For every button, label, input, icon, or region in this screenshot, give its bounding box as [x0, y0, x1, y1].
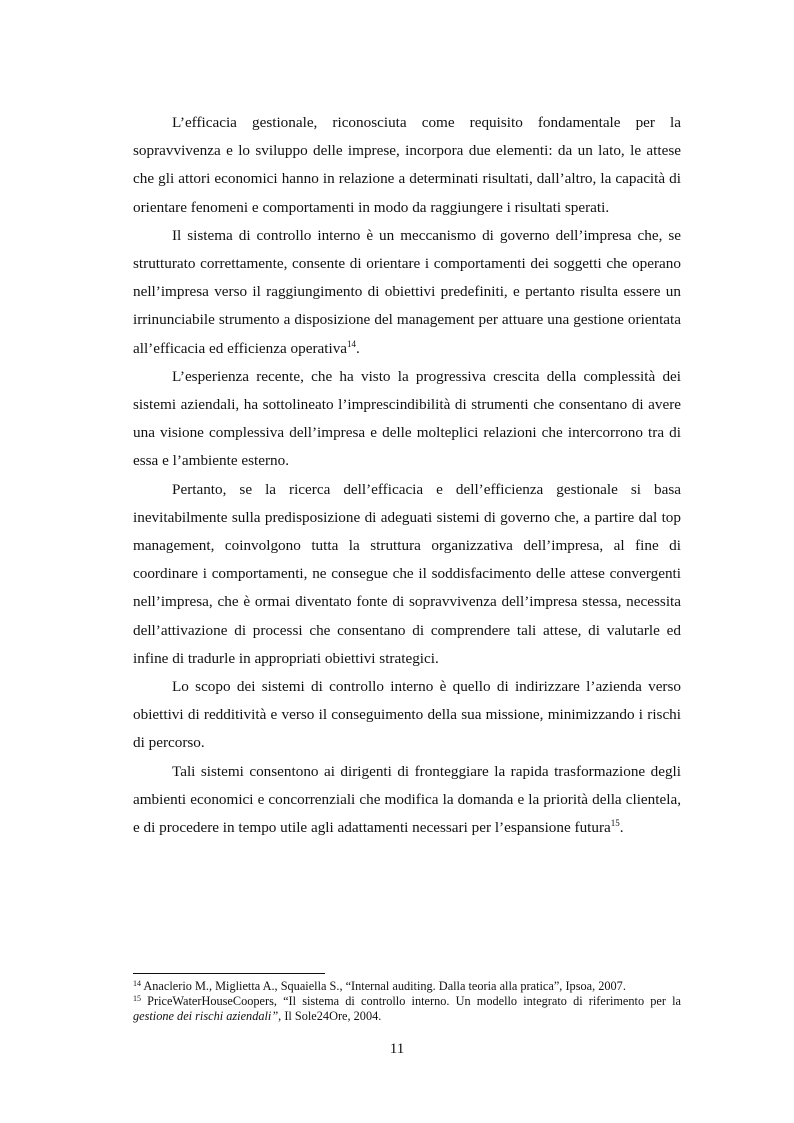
footnote-text: PriceWaterHouseCoopers, “Il sistema di controllo interno. Un modello integrato di riferimento per la	[147, 994, 681, 1008]
footnote-italic-text: gestione dei rischi aziendali”	[133, 1009, 279, 1023]
footnote-number: 15	[133, 994, 141, 1003]
page-number: 11	[389, 1040, 405, 1057]
paragraph-4-text: Pertanto, se la ricerca dell’efficacia e dell’efficienza gestionale si basa inevitabilmente sulla predisposizione di adeguati sistemi di governo che, a partire dal top management, coinvolgono tutta la struttura organizzativa dell’impresa, al fine di coordinare i comportamenti, ne consegue che il soddisfacimento delle attese convergenti nell’impresa, che è ormai diventato fonte di sopravvivenza dell’impresa stessa, necessita dell’attivazione di processi che consentano di comprendere tali attese, di valutarle ed infine di tradurle in appropriati obiettivi strategici.	[133, 480, 681, 667]
footnote-text: Anaclerio M., Miglietta A., Squaiella S., “Internal auditing. Dalla teoria alla pratica”, Ipsoa, 2007.	[143, 979, 626, 993]
paragraph-4	[133, 476, 681, 673]
body-text	[133, 109, 681, 842]
footnote-ref-14[interactable]: 14	[347, 338, 357, 349]
paragraph-6-tail: .	[619, 819, 624, 837]
paragraph-3-text: L’esperienza recente, che ha visto la progressiva crescita della complessità dei sistemi aziendali, ha sottolineato l’imprescindibilità di strumenti che consentano di avere una visione complessiva dell’impresa e delle molteplici relazioni che intercorrono tra di essa e l’ambiente esterno.	[133, 367, 681, 470]
paragraph-6	[133, 758, 681, 843]
footnote-text-end: , Il Sole24Ore, 2004.	[278, 1009, 382, 1023]
paragraph-5-text: Lo scopo dei sistemi di controllo interno è quello di indirizzare l’azienda verso obiettivi di redditività e verso il conseguimento della sua missione, minimizzando i rischi di percorso.	[133, 678, 681, 752]
paragraph-1-text: L’efficacia gestionale, riconosciuta come requisito fondamentale per la sopravvivenza e lo sviluppo delle imprese, incorpora due elementi: da un lato, le attese che gli attori economici hanno in relazione a determinati risultati, dall’altro, la capacità di orientare fenomeni e comportamenti in modo da raggiungere i risultati sperati.	[133, 114, 681, 216]
footnotes	[133, 979, 681, 1024]
paragraph-2	[133, 222, 681, 363]
paragraph-6-text: Tali sistemi consentono ai dirigenti di fronteggiare la rapida trasformazione degli ambienti economici e concorrenziali che modifica la domanda e la priorità della clientela, e di procedere in tempo utile agli adattamenti necessari per l’espansione futura	[133, 762, 681, 837]
paragraph-2-text: Il sistema di controllo interno è un meccanismo di governo dell’impresa che, se strutturato correttamente, consente di orientare i comportamenti dei soggetti che operano nell’impresa verso il raggiungimento di obiettivi predefiniti, e pertanto risulta essere un irrinunciabile strumento a disposizione del management per attuare una gestione orientata all’efficacia ed efficienza operativa	[133, 226, 681, 357]
paragraph-5	[133, 673, 681, 758]
paragraph-3	[133, 363, 681, 476]
footnote-14	[133, 979, 681, 994]
paragraph-1	[133, 109, 681, 222]
footnote-ref-15[interactable]: 15	[610, 818, 620, 829]
footnote-number: 14	[133, 979, 141, 988]
paragraph-2-tail: .	[356, 339, 360, 357]
footnote-15	[133, 994, 681, 1024]
footnote-separator	[133, 973, 325, 974]
